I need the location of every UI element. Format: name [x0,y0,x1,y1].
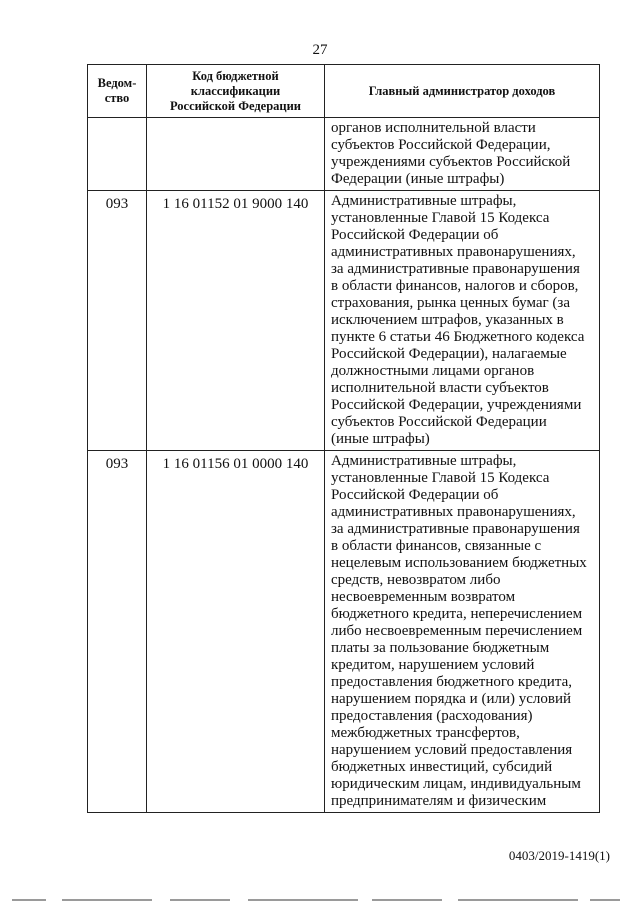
description-line: страхования, рынка ценных бумаг (за [331,295,571,311]
description-line: исключением штрафов, указанных в [331,312,564,328]
description-line: нарушением порядка и (или) условий [331,691,572,707]
header-dept-line: ство [104,91,130,105]
description-line: бюджетного кредита, неперечислением [331,606,583,622]
description-line: в области финансов, связанные с [331,538,542,554]
table-header-row [88,65,600,118]
description-line: административных правонарушениях, [331,244,576,260]
description-line: либо несвоевременным перечислением [331,623,583,639]
header-code-line: классификации [190,83,281,98]
budget-code-cell: 1 16 01156 01 0000 140 [147,451,325,813]
table-row [88,191,600,451]
description-line: установленные Главой 15 Кодекса [331,210,550,226]
budget-code-cell [147,118,325,191]
description-line: Российской Федерации об [331,227,499,243]
description-line: пункте 6 статьи 46 Бюджетного кодекса [331,329,585,345]
description-line: Российской Федерации, учреждениями [331,397,582,413]
description-line: за административные правонарушения [331,521,580,537]
description-line: органов исполнительной власти [331,120,536,136]
dept-cell: 093 [88,451,147,813]
header-dept-line: Ведом- [97,76,137,90]
description-line: Российской Федерации об [331,487,499,503]
description-line: платы за пользование бюджетным [331,640,550,656]
header-code-line: Код бюджетной [192,68,279,83]
description-line: должностными лицами органов [331,363,535,379]
description-line: субъектов Российской Федерации [331,414,547,430]
description-line: предоставления (расходования) [331,708,533,724]
page-number: 27 [312,42,328,58]
budget-code-cell: 1 16 01152 01 9000 140 [147,191,325,451]
description-line: кредитом, нарушением условий [331,657,535,673]
description-line: предпринимателям и физическим [331,793,547,809]
header-code [147,65,325,118]
administrator-description-cell [325,118,600,191]
description-line: Федерации (иные штрафы) [331,171,505,187]
description-line: предоставления бюджетного кредита, [331,674,572,690]
description-line: учреждениями субъектов Российской [331,154,571,170]
description-line: (иные штрафы) [331,431,430,447]
description-line: установленные Главой 15 Кодекса [331,470,550,486]
description-line: средств, невозвратом либо [331,572,501,588]
header-dept [88,65,147,118]
dept-cell: 093 [88,191,147,451]
document-number: 0403/2019-1419(1) [508,848,610,863]
description-line: субъектов Российской Федерации, [331,137,551,153]
description-line: межбюджетных трансфертов, [331,725,520,741]
description-line: за административные правонарушения [331,261,580,277]
description-line: Российской Федерации), налагаемые [331,346,567,362]
description-line: Административные штрафы, [331,453,517,469]
description-line: юридическим лицам, индивидуальным [331,776,581,792]
administrator-description-cell [325,451,600,813]
description-line: несвоевременным возвратом [331,589,516,605]
header-admin: Главный администратор доходов [325,65,600,118]
income-administrators-table [87,64,600,813]
scan-edge-artifact [0,896,640,905]
description-line: бюджетных инвестиций, субсидий [331,759,553,775]
table-row [88,118,600,191]
description-line: нарушением условий предоставления [331,742,573,758]
administrator-description-cell [325,191,600,451]
header-code-line: Российской Федерации [169,98,302,113]
description-line: Административные штрафы, [331,193,517,209]
dept-cell [88,118,147,191]
description-line: в области финансов, налогов и сборов, [331,278,579,294]
description-line: исполнительной власти субъектов [331,380,549,396]
description-line: административных правонарушениях, [331,504,576,520]
description-line: нецелевым использованием бюджетных [331,555,587,571]
table-row [88,451,600,813]
